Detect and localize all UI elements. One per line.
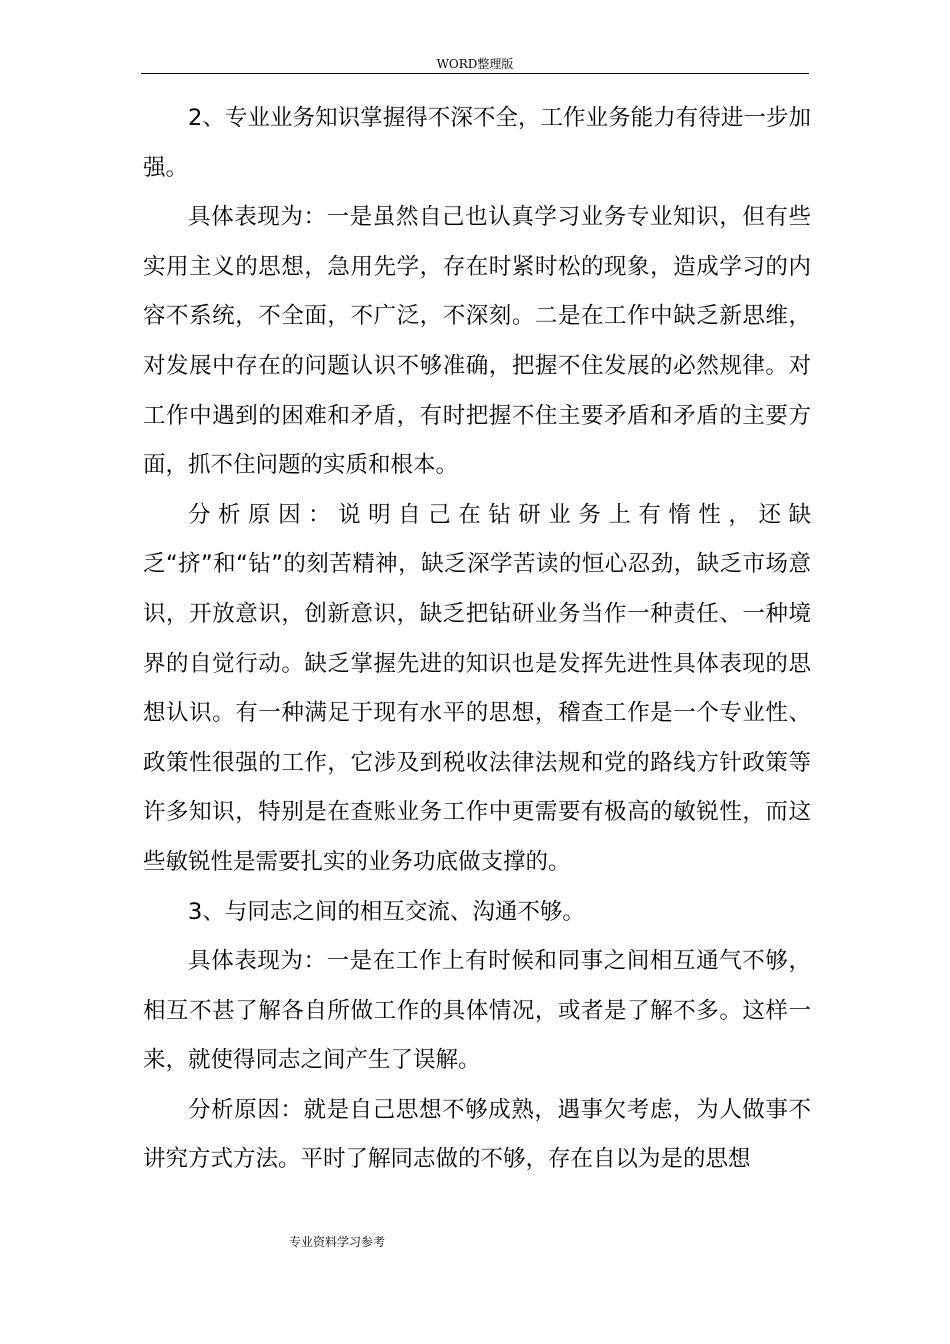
paragraph-cause-analysis-1: 分析原因：说明自己在钻研业务上有惰性，还缺乏“挤”和“钻”的刻苦精神，缺乏深学苦读的恒心忍劲，缺乏市场意识，开放意识，创新意识，缺乏把钻研业务当作一种责任、一种境界的自觉行动。缺乏掌握先进的知识也是发挥先进性具体表现的思想认识。有一种满足于现有水平的思想，稽查工作是一个专业性、政策性很强的工作，它涉及到税收法律法规和党的路线方针政策等许多知识，特别是在查账业务工作中更需要有极高的敏锐性，而这些敏锐性是需要扎实的业务功底做支撑的。 [143,501,811,875]
paragraph-performance-2: 具体表现为：一是在工作上有时候和同事之间相互通气不够，相互不甚了解各自所做工作的具体情况，或者是了解不多。这样一来，就使得同志之间产生了误解。 [143,948,811,1074]
page-footer: 专业资料学习参考 [289,1235,386,1249]
page-header: WORD整理版 [141,55,809,74]
paragraph-section-2-title: 2、专业业务知识掌握得不深不全，工作业务能力有待进一步加强。 [143,105,811,181]
paragraph-performance-1: 具体表现为：一是虽然自己也认真学习业务专业知识，但有些实用主义的思想，急用先学，存在时紧时松的现象，造成学习的内容不系统，不全面，不广泛，不深刻。二是在工作中缺乏新思维，对发展中存在的问题认识不够准确，把握不住发展的必然规律。对工作中遇到的困难和矛盾，有时把握不住主要矛盾和矛盾的主要方面，抓不住问题的实质和根本。 [143,204,811,479]
paragraph-cause-analysis-2: 分析原因：就是自己思想不够成熟，遇事欠考虑，为人做事不讲究方式方法。平时了解同志做的不够，存在自以为是的思想 [143,1096,811,1173]
paragraph-section-3-title: 3、与同志之间的相互交流、沟通不够。 [188,898,585,925]
document-body [143,94,811,1185]
